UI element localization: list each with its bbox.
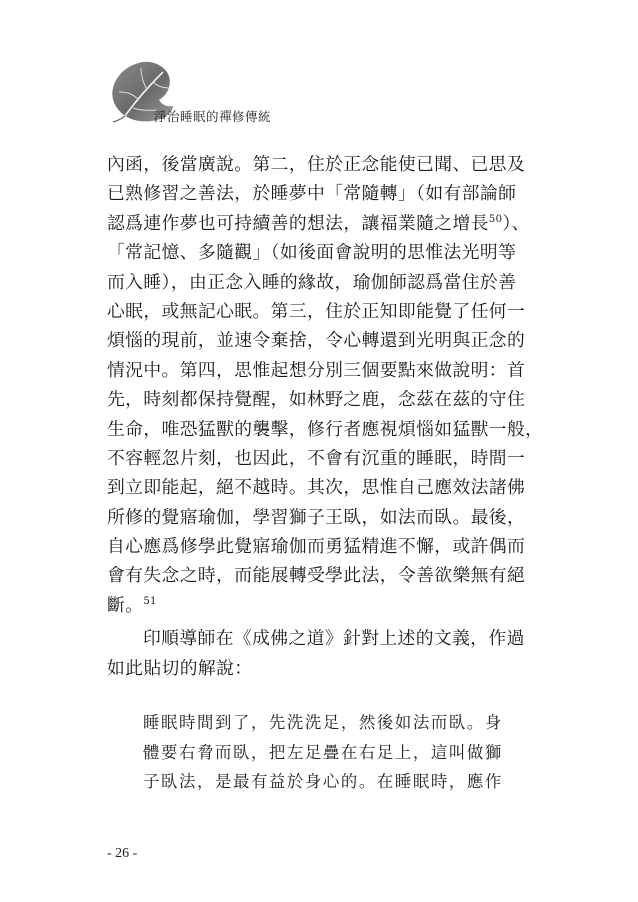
- text-line: 已熟修習之善法，於睡夢中「常隨轉」（如有部論師: [107, 183, 517, 205]
- text-line: 會有失念之時，而能展轉受學此法，令善欲樂無有絕: [107, 565, 526, 587]
- paragraph-line: 印順導師在《成佛之道》針對上述的文義，作過: [143, 628, 525, 650]
- running-header: [107, 58, 307, 128]
- footnote-ref[interactable]: 51: [143, 595, 157, 607]
- paragraph-line: 如此貼切的解說：: [107, 657, 253, 679]
- text-line: 生命，唯恐猛獸的襲擊，修行者應視煩惱如猛獸一般，: [107, 418, 544, 440]
- text-line: 而入睡），由正念入睡的緣故，瑜伽師認爲當住於善: [107, 271, 517, 293]
- text-line: 情況中。第四，思惟起想分別三個要點來做說明：首: [107, 359, 526, 381]
- text-line: 到立即能起，絕不越時。其次，思惟自己應效法諸佛: [107, 477, 526, 499]
- block-quote: [143, 708, 543, 797]
- quote-line: 體要右脅而臥，把左足疊在右足上，這叫做獅: [143, 742, 503, 762]
- text-line: 內函，後當廣說。第二，住於正念能使已聞、已思及: [107, 154, 526, 175]
- text-line: 不容輕忽片刻，也因此，不會有沉重的睡眠，時間一: [107, 447, 526, 469]
- body-text: [107, 150, 544, 683]
- footnote-ref[interactable]: 50: [488, 213, 503, 225]
- text-line: 心眠，或無記心眠。第三，住於正知即能覺了任何一: [107, 300, 526, 322]
- running-title: 淨治睡眠的禪修傳統: [154, 109, 272, 124]
- text-line: 「常記憶、多隨觀」（如後面會說明的思惟法光明等: [107, 242, 517, 264]
- quote-line: 子臥法，是最有益於身心的。在睡眠時，應作: [143, 772, 503, 791]
- text-line: 所修的覺寤瑜伽，學習獅子王臥，如法而臥。最後，: [107, 506, 526, 528]
- text-line: 先，時刻都保持覺醒，如林野之鹿，念茲在茲的守住: [107, 389, 526, 411]
- page-number: - 26 -: [107, 846, 138, 861]
- text-line: 自心應爲修學此覺寤瑜伽而勇猛精進不懈，或許偶而: [107, 536, 526, 558]
- text-line: 斷。$^{51}$: [107, 594, 157, 616]
- quote-line: 睡眠時間到了，先洗洗足，然後如法而臥。身: [143, 713, 503, 732]
- text-line: 認爲連作夢也可持續善的想法，讓福業隨之增長$^{50}$）、: [107, 212, 530, 234]
- text-line: 煩惱的現前，並速令棄捨，令心轉還到光明與正念的: [107, 330, 526, 352]
